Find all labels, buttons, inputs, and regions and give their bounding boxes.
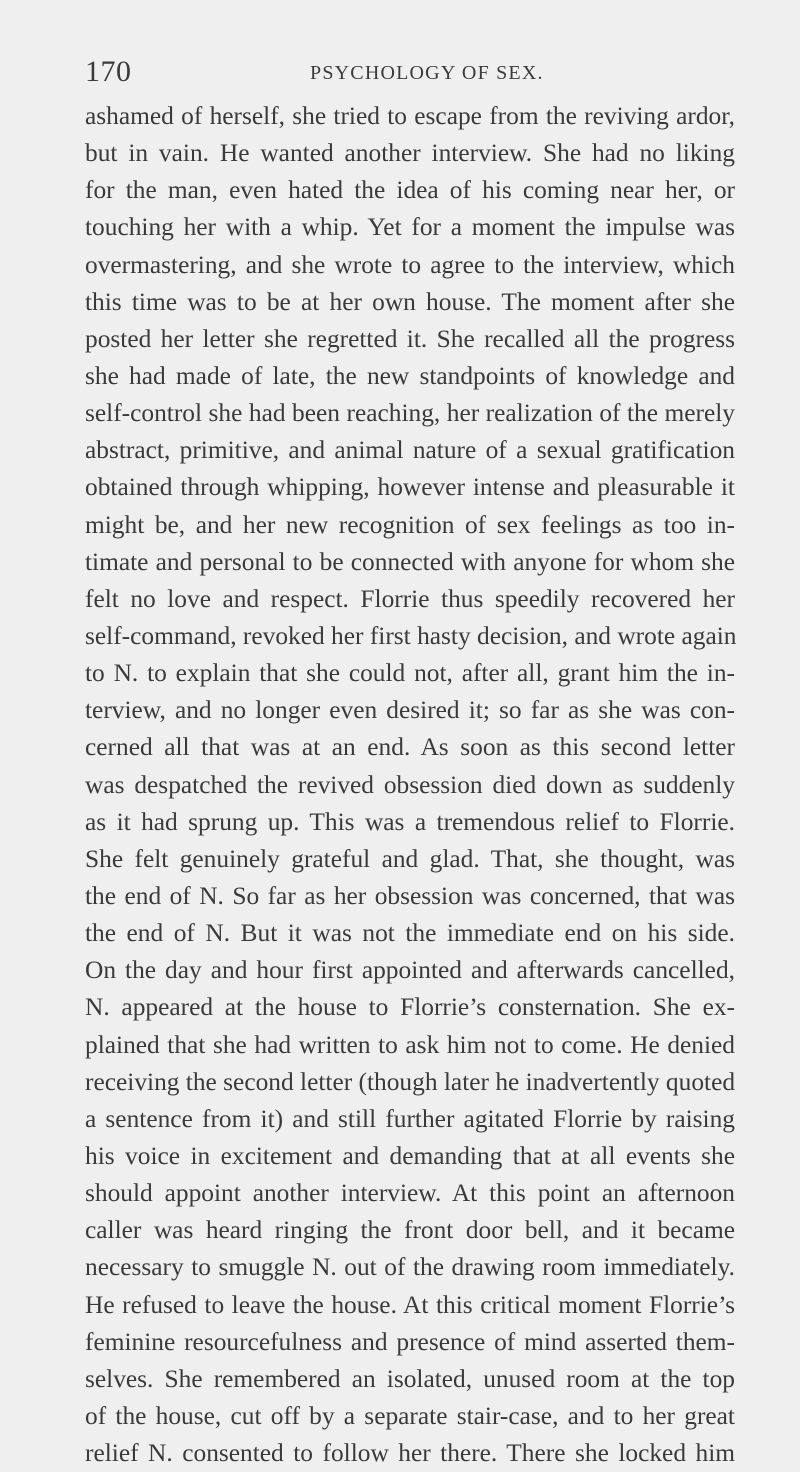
page-number: 170 xyxy=(85,55,132,88)
text-line: might be, and her new recognition of sex feelings as too in- xyxy=(85,510,735,539)
page-header xyxy=(85,55,715,91)
text-line: as it had sprung up. This was a tremendous relief to Florrie. xyxy=(85,807,735,836)
text-line: abstract, primitive, and animal nature of a sexual gratification xyxy=(85,436,735,465)
text-line: timate and personal to be connected with anyone for whom she xyxy=(85,547,735,576)
text-line: posted her letter she regretted it. She recalled all the progress xyxy=(85,324,735,353)
text-line: for the man, even hated the idea of his coming near her, or xyxy=(85,176,735,205)
text-line: relief N. consented to follow her there. There she locked him xyxy=(85,1439,735,1468)
text-line: cerned all that was at an end. As soon as this second letter xyxy=(85,733,735,762)
text-line: self-control she had been reaching, her realization of the merely xyxy=(85,399,735,428)
text-line: was despatched the revived obsession died down as suddenly xyxy=(85,770,735,799)
text-line: should appoint another interview. At this point an afternoon xyxy=(85,1179,735,1208)
running-head: PSYCHOLOGY OF SEX. xyxy=(310,62,544,84)
text-line: N. appeared at the house to Florrie’s consternation. She ex- xyxy=(85,993,735,1022)
text-line: the end of N. So far as her obsession was concerned, that was xyxy=(85,881,735,910)
text-line: his voice in excitement and demanding that at all events she xyxy=(85,1141,735,1170)
text-line: She felt genuinely grateful and glad. That, she thought, was xyxy=(85,844,735,873)
text-line: He refused to leave the house. At this critical moment Florrie’s xyxy=(85,1290,735,1319)
text-line: plained that she had written to ask him not to come. He denied xyxy=(85,1030,735,1059)
text-line: she had made of late, the new standpoints of knowledge and xyxy=(85,361,735,390)
text-line: of the house, cut off by a separate stair-case, and to her great xyxy=(85,1401,735,1430)
text-line: touching her with a whip. Yet for a moment the impulse was xyxy=(85,213,735,242)
text-line: to N. to explain that she could not, after all, grant him the in- xyxy=(85,659,735,688)
text-line: overmastering, and she wrote to agree to the interview, which xyxy=(85,250,735,279)
text-line: self-command, revoked her first hasty decision, and wrote again xyxy=(85,621,737,650)
text-line: ashamed of herself, she tried to escape from the reviving ardor, xyxy=(85,102,735,130)
text-line: obtained through whipping, however intense and pleasurable it xyxy=(85,473,735,502)
text-line: feminine resourcefulness and presence of mind asserted them- xyxy=(85,1327,735,1356)
text-line: receiving the second letter (though later he inadvertently quoted xyxy=(85,1067,736,1096)
text-line: On the day and hour first appointed and afterwards cancelled, xyxy=(85,956,735,985)
text-line: terview, and no longer even desired it; so far as she was con- xyxy=(85,696,735,725)
text-line: a sentence from it) and still further agitated Florrie by raising xyxy=(85,1104,735,1133)
text-line: felt no love and respect. Florrie thus speedily recovered her xyxy=(85,584,735,613)
text-line: this time was to be at her own house. The moment after she xyxy=(85,287,735,316)
body-text xyxy=(85,98,735,1472)
text-line: caller was heard ringing the front door bell, and it became xyxy=(85,1216,735,1245)
text-line: necessary to smuggle N. out of the drawing room immediately. xyxy=(85,1253,735,1282)
text-line: the end of N. But it was not the immediate end on his side. xyxy=(85,919,735,948)
text-line: selves. She remembered an isolated, unused room at the top xyxy=(85,1364,735,1393)
text-line: but in vain. He wanted another interview. She had no liking xyxy=(85,139,735,168)
